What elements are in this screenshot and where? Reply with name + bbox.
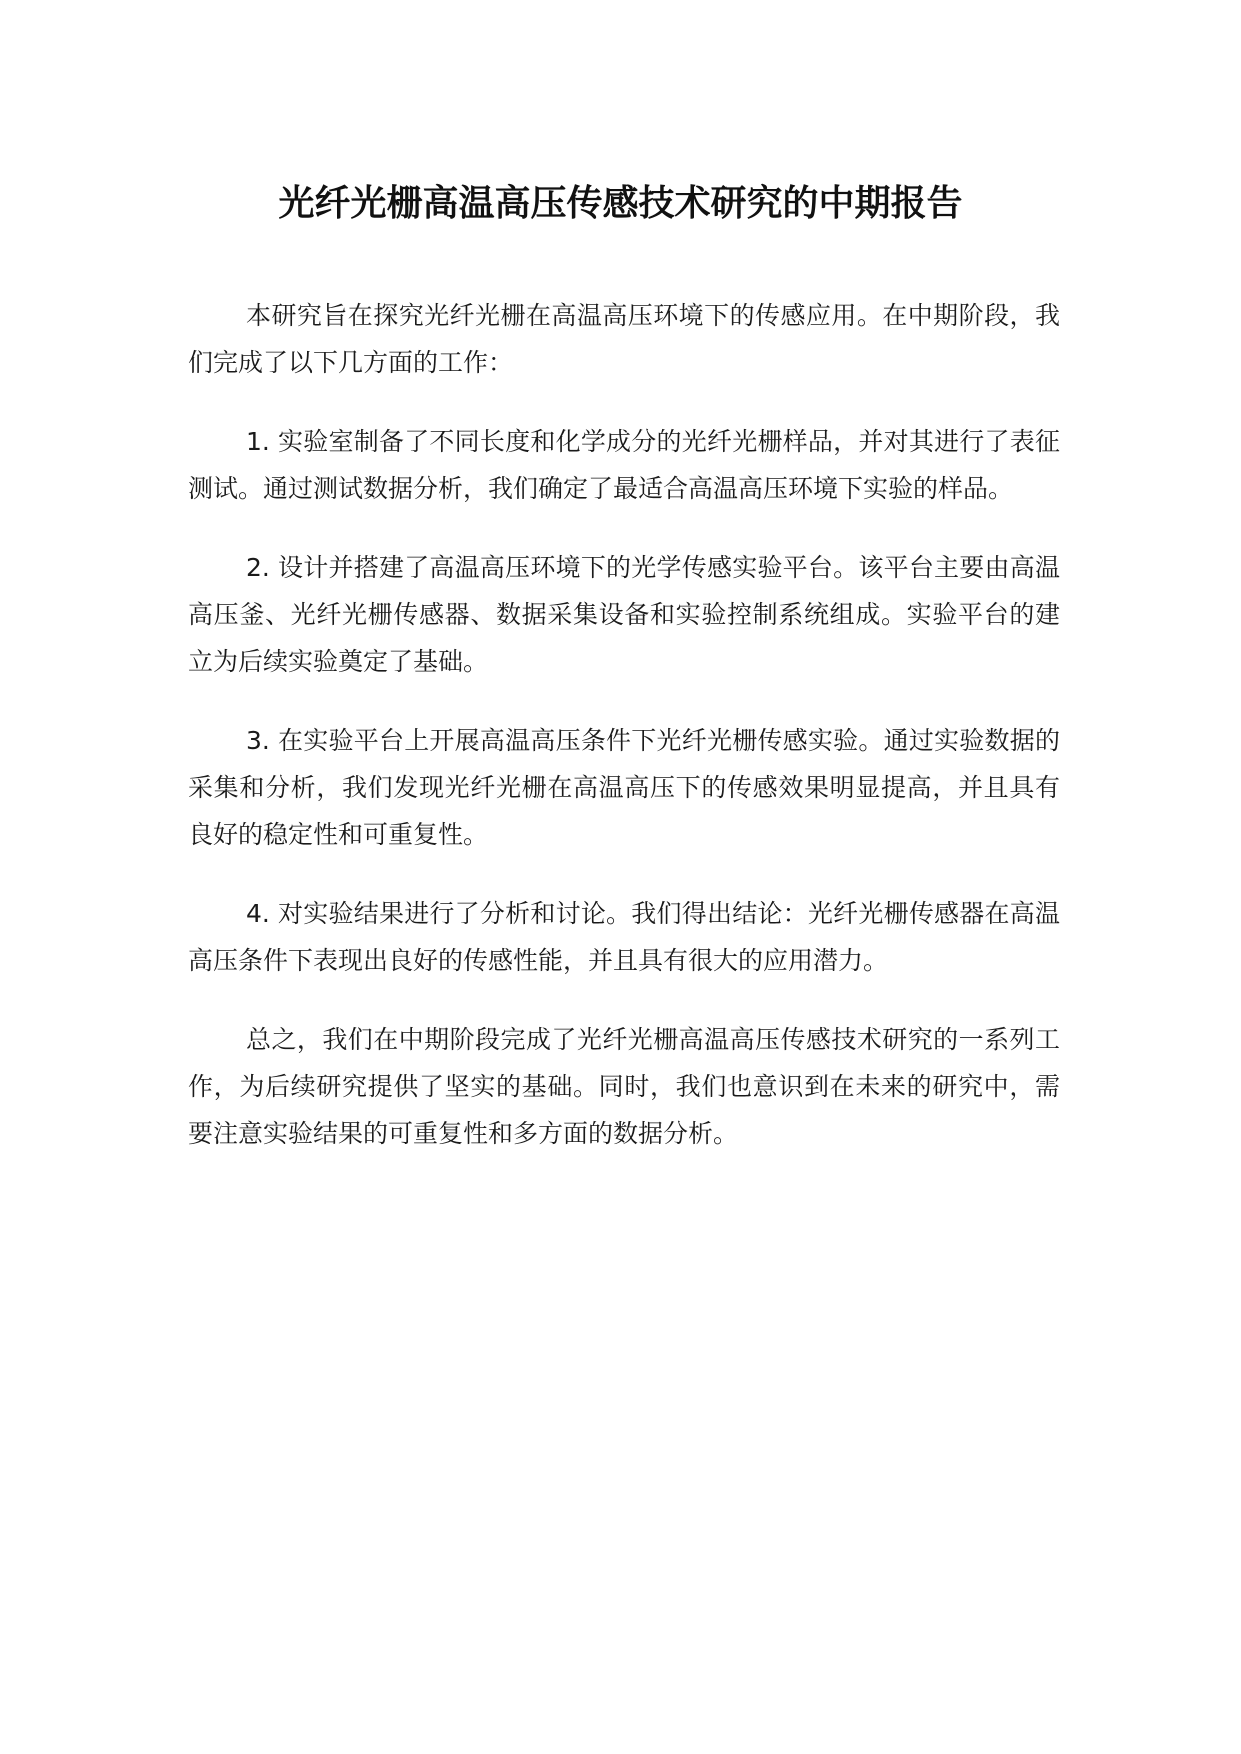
paragraph-item-2: 2. 设计并搭建了高温高压环境下的光学传感实验平台。该平台主要由高温高压釜、光纤光栅传感器、数据采集设备和实验控制系统组成。实验平台的建立为后续实验奠定了基础。	[188, 553, 1060, 676]
document-title: 光纤光栅高温高压传感技术研究的中期报告	[278, 183, 963, 224]
document-body	[188, 292, 1060, 1189]
paragraph-item-4: 4. 对实验结果进行了分析和讨论。我们得出结论：光纤光栅传感器在高温高压条件下表现出良好的传感性能，并且具有很大的应用潜力。	[188, 899, 1060, 975]
paragraph-intro: 本研究旨在探究光纤光栅在高温高压环境下的传感应用。在中期阶段，我们完成了以下几方面的工作：	[188, 301, 1060, 377]
paragraph-summary: 总之，我们在中期阶段完成了光纤光栅高温高压传感技术研究的一系列工作，为后续研究提供了坚实的基础。同时，我们也意识到在未来的研究中，需要注意实验结果的可重复性和多方面的数据分析。	[188, 1025, 1060, 1148]
paragraph-item-1: 1. 实验室制备了不同长度和化学成分的光纤光栅样品，并对其进行了表征测试。通过测试数据分析，我们确定了最适合高温高压环境下实验的样品。	[188, 427, 1060, 503]
paragraph-item-3: 3. 在实验平台上开展高温高压条件下光纤光栅传感实验。通过实验数据的采集和分析，我们发现光纤光栅在高温高压下的传感效果明显提高，并且具有良好的稳定性和可重复性。	[188, 726, 1060, 849]
